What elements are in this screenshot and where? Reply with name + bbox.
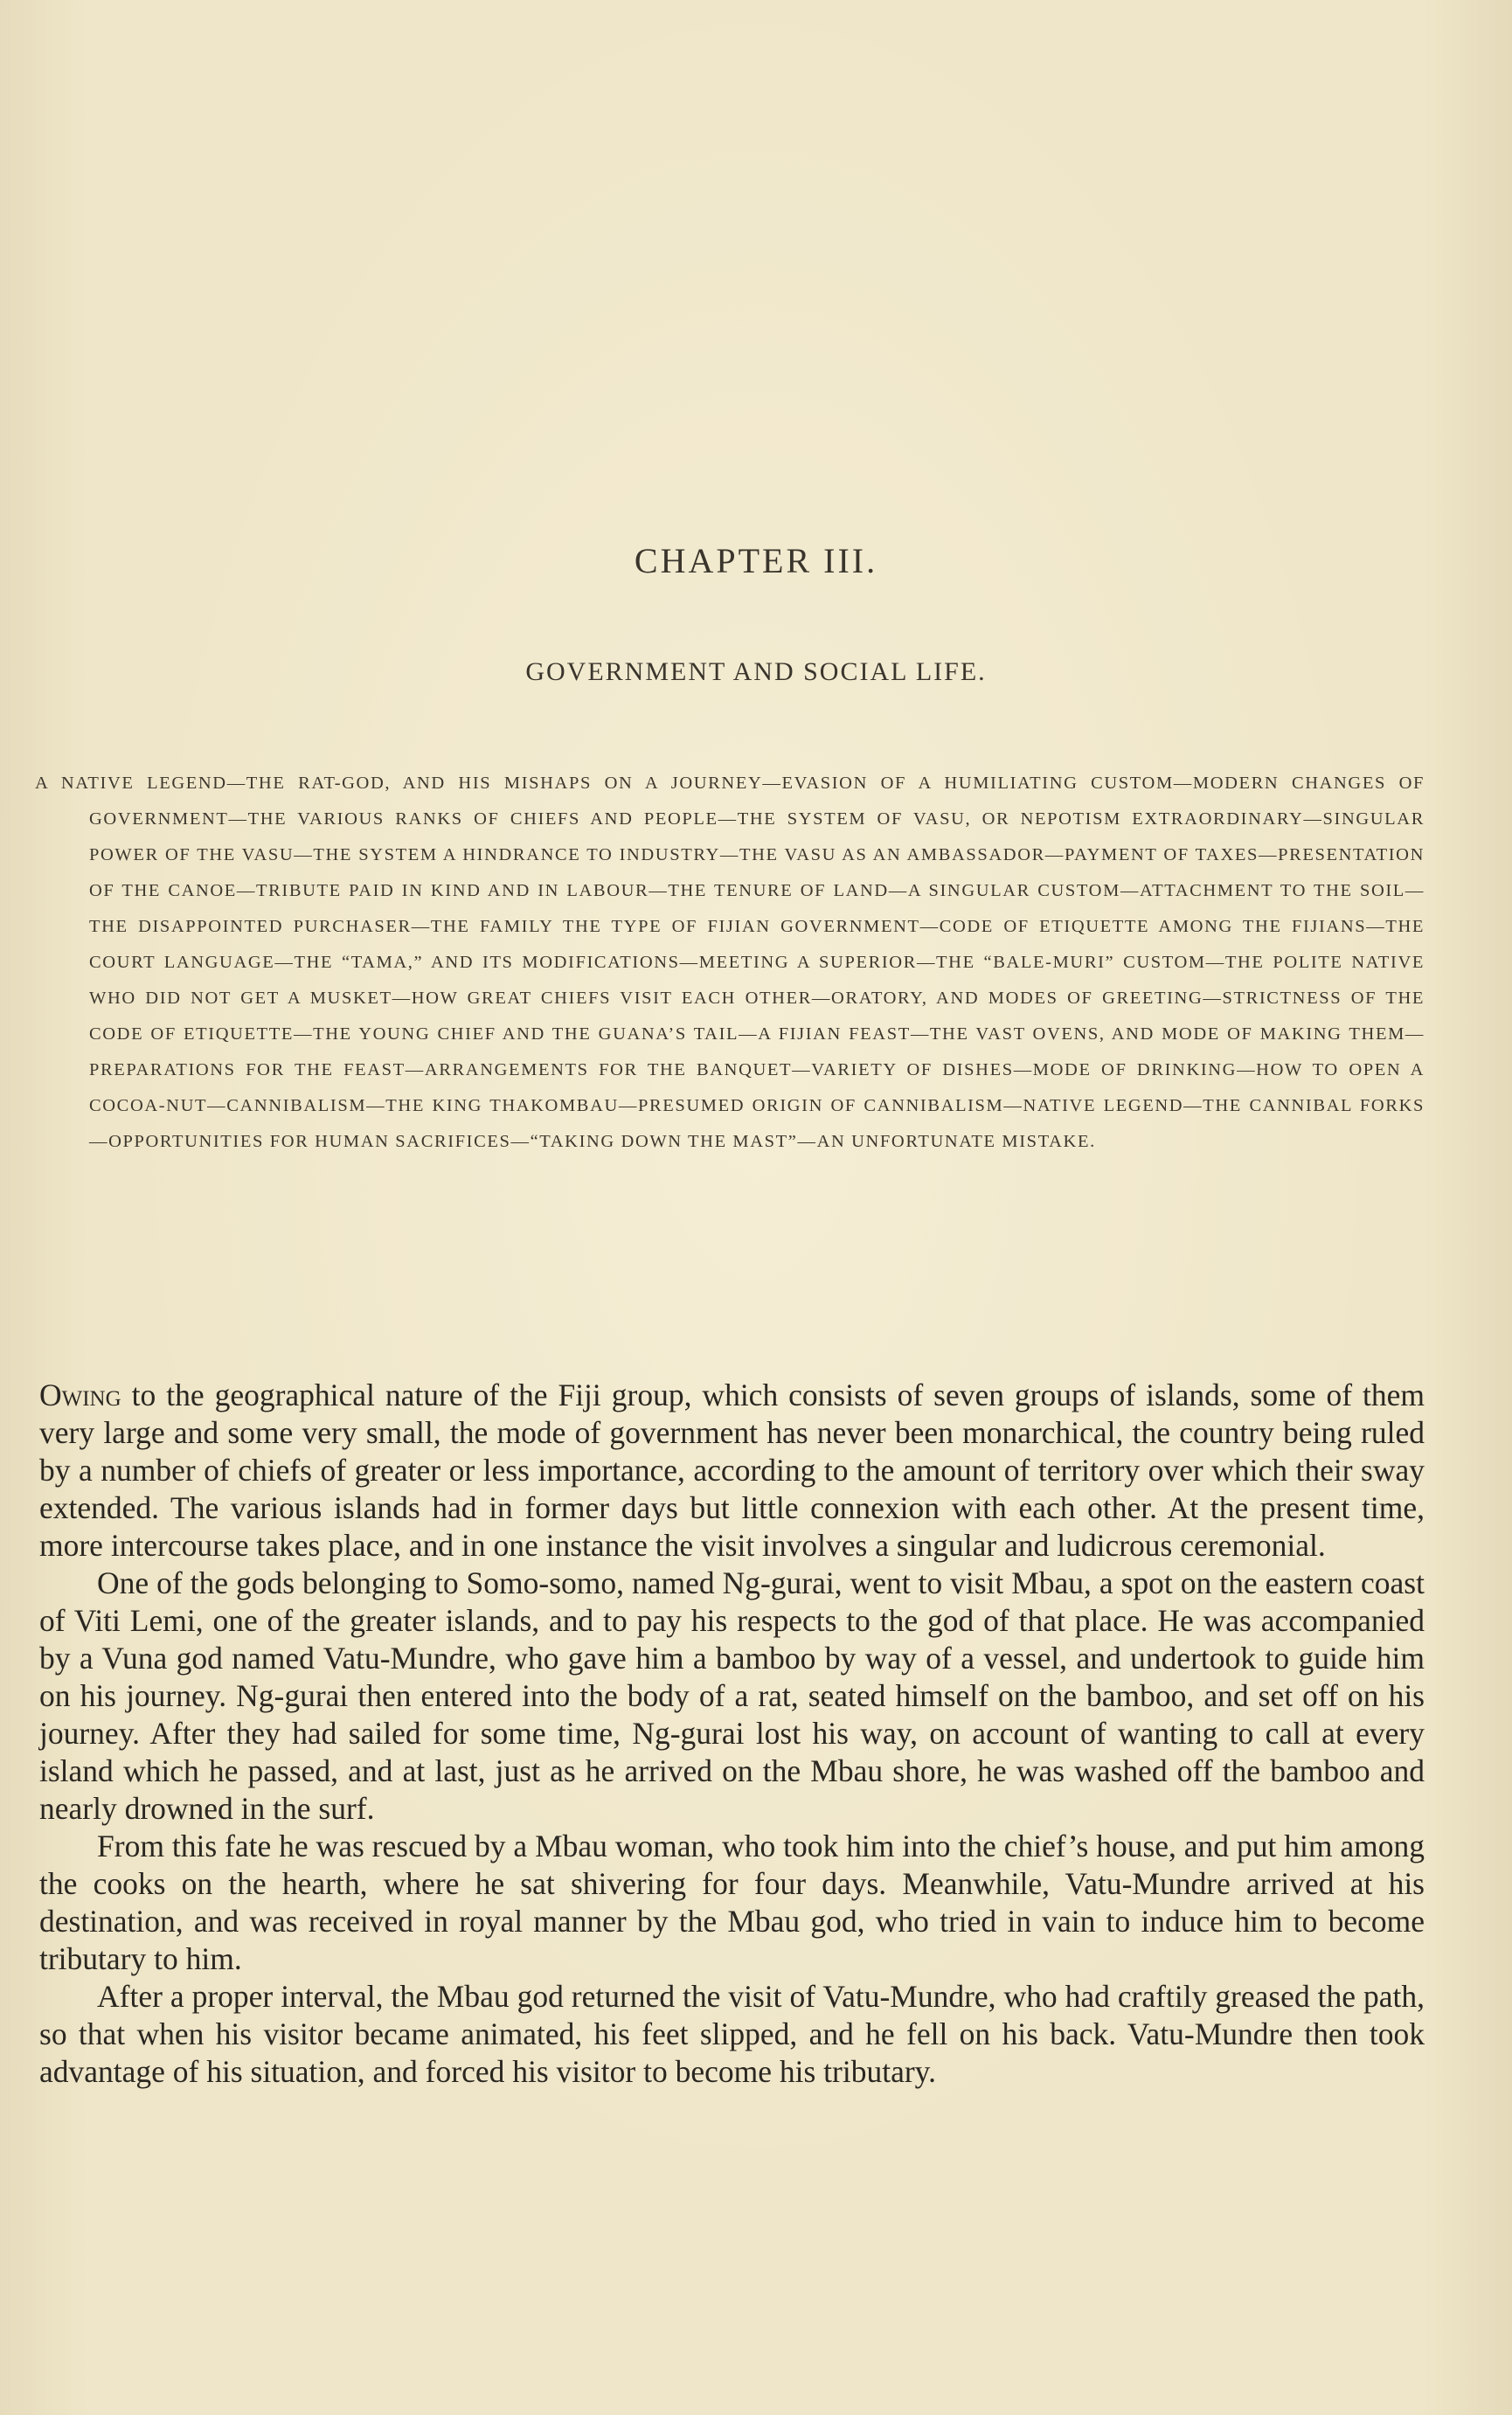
- chapter-subtitle: GOVERNMENT AND SOCIAL LIFE.: [525, 657, 987, 686]
- chapter-title: CHAPTER III.: [634, 541, 878, 580]
- paragraph-3: From this fate he was rescued by a Mbau woman, who took him into the chief’s house, and put him among the cooks on the hearth, where he sat shivering for four days. Meanwhile, Vatu-Mundre arrived at his destination, and was received in royal manner by the Mbau god, who tried in vain to induce him to become tributary to him.: [39, 1829, 1425, 1976]
- paragraph-1-text: to the geographical nature of the Fiji group, which consists of seven groups of islands, some of them very large and some very small, the mode of government has never been monarchical, the country being ruled by a number of chiefs of greater or less importance, according to the amount of territory over which their sway extended. The various islands had in former days but little connexion with each other. At the present time, more intercourse takes place, and in one instance the visit involves a singular and ludicrous ceremonial.: [39, 1378, 1425, 1563]
- paragraph-1: [39, 1377, 1425, 1565]
- paragraph-2: One of the gods belonging to Somo-somo, named Ng-gurai, went to visit Mbau, a spot on the eastern coast of Viti Lemi, one of the greater islands, and to pay his respects to the god of that place. He was accompanied by a Vuna god named Vatu-Mundre, who gave him a bamboo by way of a vessel, and undertook to guide him on his journey. Ng-gurai then entered into the body of a rat, seated himself on the bamboo, and set off on his journey. After they had sailed for some time, Ng-gurai lost his way, on account of wanting to call at every island which he passed, and at last, just as he arrived on the Mbau shore, he was washed off the bamboo and nearly drowned in the surf.: [39, 1565, 1425, 1826]
- paragraph-1-lead: Owing: [39, 1378, 121, 1412]
- body-text: [39, 1377, 1425, 2091]
- chapter-synopsis: A NATIVE LEGEND—THE RAT-GOD, AND HIS MISHAPS ON A JOURNEY—EVASION OF A HUMILIATING CUSTOM—MODERN CHANGES OF GOVERNMENT—THE VARIOUS RANKS OF CHIEFS AND PEOPLE—THE SYSTEM OF VASU, OR NEPOTISM EXTRAORDINARY—SINGULAR POWER OF THE VASU—THE SYSTEM A HINDRANCE TO INDUSTRY—THE VASU AS AN AMBASSADOR—PAYMENT OF TAXES—PRESENTATION OF THE CANOE—TRIBUTE PAID IN KIND AND IN LABOUR—THE TENURE OF LAND—A SINGULAR CUSTOM—ATTACHMENT TO THE SOIL—THE DISAPPOINTED PURCHASER—THE FAMILY THE TYPE OF FIJIAN GOVERNMENT—CODE OF ETIQUETTE AMONG THE FIJIANS—THE COURT LANGUAGE—THE “TAMA,” AND ITS MODIFICATIONS—MEETING A SUPERIOR—THE “BALE-MURI” CUSTOM—THE POLITE NATIVE WHO DID NOT GET A MUSKET—HOW GREAT CHIEFS VISIT EACH OTHER—ORATORY, AND MODES OF GREETING—STRICTNESS OF THE CODE OF ETIQUETTE—THE YOUNG CHIEF AND THE GUANA’S TAIL—A FIJIAN FEAST—THE VAST OVENS, AND MODE OF MAKING THEM—PREPARATIONS FOR THE FEAST—ARRANGEMENTS FOR THE BANQUET—VARIETY OF DISHES—MODE OF DRINKING—HOW TO OPEN A COCOA-NUT—CANNIBALISM—THE KING THAKOMBAU—PRESUMED ORIGIN OF CANNIBALISM—NATIVE LEGEND—THE CANNIBAL FORKS—OPPORTUNITIES FOR HUMAN SACRIFICES—“TAKING DOWN THE MAST”—AN UNFORTUNATE MISTAKE.: [35, 774, 1425, 1151]
- paragraph-4: After a proper interval, the Mbau god returned the visit of Vatu-Mundre, who had craftily greased the path, so that when his visitor became animated, his feet slipped, and he fell on his back. Vatu-Mundre then took advantage of his situation, and forced his visitor to become his tributary.: [39, 1979, 1425, 2089]
